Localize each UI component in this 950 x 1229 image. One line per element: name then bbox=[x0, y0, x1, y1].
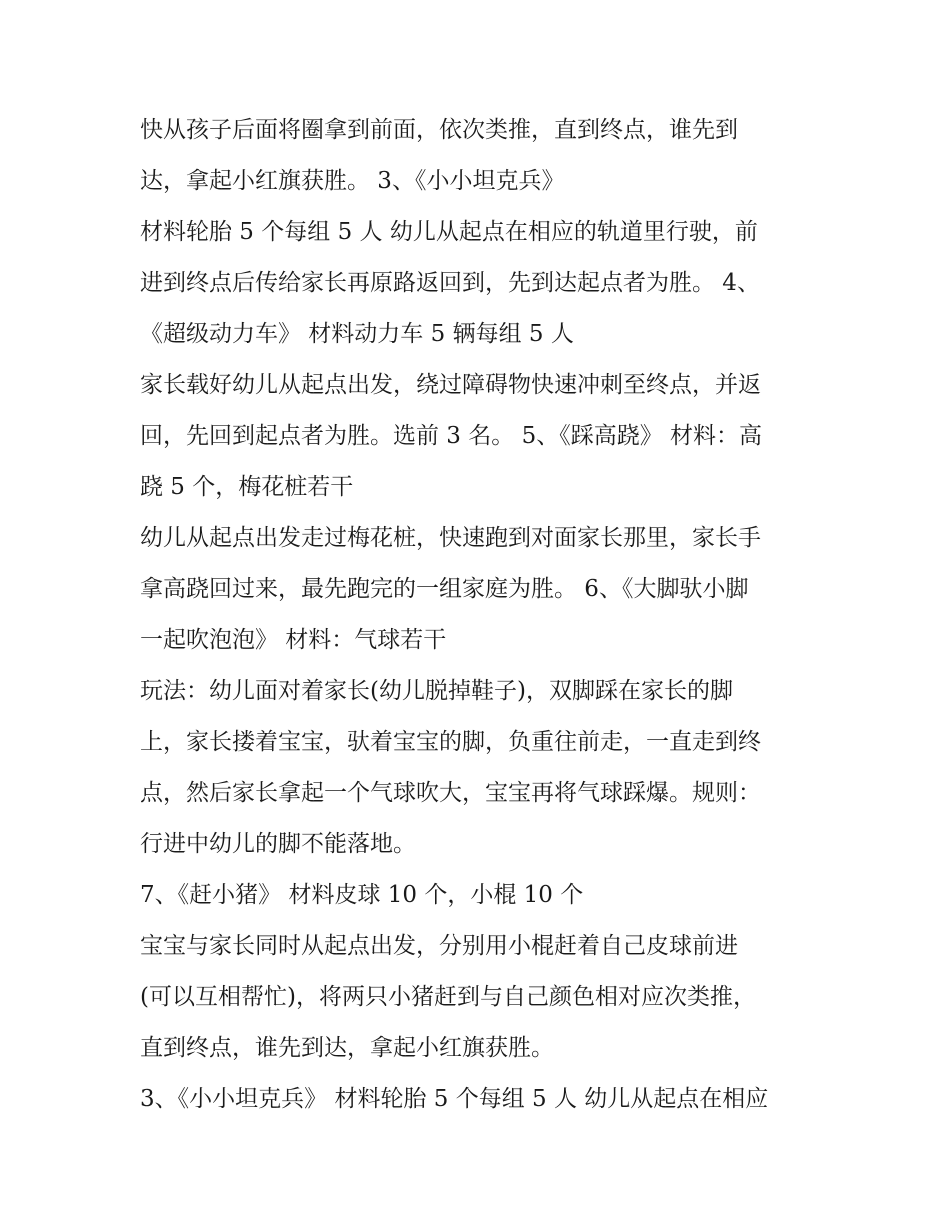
text-line: 玩法：幼儿面对着家长(幼儿脱掉鞋子)，双脚踩在家长的脚 bbox=[140, 678, 733, 704]
text-line: 快从孩子后面将圈拿到前面，依次类推，直到终点，谁先到 bbox=[140, 117, 738, 143]
text-line: 《超级动力车》 材料动力车 5 辆每组 5 人 bbox=[140, 321, 574, 347]
text-line: 进到终点后传给家长再原路返回到，先到达起点者为胜。 4、 bbox=[140, 270, 760, 296]
text-line: 直到终点，谁先到达，拿起小红旗获胜。 bbox=[140, 1035, 554, 1061]
text-line: 家长载好幼儿从起点出发，绕过障碍物快速冲刺至终点，并返 bbox=[140, 372, 761, 398]
text-line: 一起吹泡泡》 材料：气球若干 bbox=[140, 627, 447, 653]
text-line: 跷 5 个，梅花桩若干 bbox=[140, 474, 354, 500]
text-line: 点，然后家长拿起一个气球吹大，宝宝再将气球踩爆。规则： bbox=[140, 780, 761, 806]
text-line: 达，拿起小红旗获胜。 3、《小小坦克兵》 bbox=[140, 168, 565, 194]
text-line: 上，家长搂着宝宝，驮着宝宝的脚，负重往前走，一直走到终 bbox=[140, 729, 761, 755]
document-body bbox=[140, 108, 820, 1128]
text-line: 3、《小小坦克兵》 材料轮胎 5 个每组 5 人 幼儿从起点在相应 bbox=[140, 1086, 769, 1112]
text-line: 幼儿从起点出发走过梅花桩，快速跑到对面家长那里，家长手 bbox=[140, 525, 761, 551]
text-line: 行进中幼儿的脚不能落地。 bbox=[140, 831, 416, 857]
text-line: 回，先回到起点者为胜。选前 3 名。 5、《踩高跷》 材料：高 bbox=[140, 423, 763, 449]
text-line: 宝宝与家长同时从起点出发，分别用小棍赶着自己皮球前进 bbox=[140, 933, 738, 959]
text-line: (可以互相帮忙)，将两只小猪赶到与自己颜色相对应次类推， bbox=[140, 984, 756, 1010]
text-line: 拿高跷回过来，最先跑完的一组家庭为胜。 6、《大脚驮小脚 bbox=[140, 576, 749, 602]
text-line: 7、《赶小猪》 材料皮球 10 个，小棍 10 个 bbox=[140, 882, 584, 908]
text-line: 材料轮胎 5 个每组 5 人 幼儿从起点在相应的轨道里行驶，前 bbox=[140, 219, 758, 245]
